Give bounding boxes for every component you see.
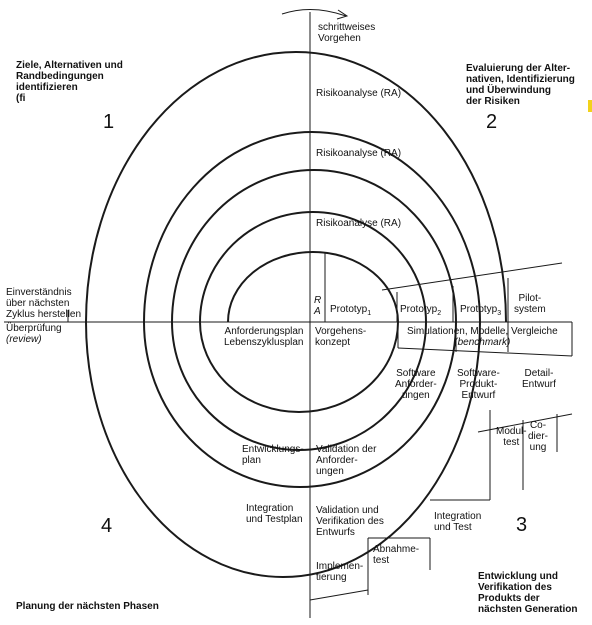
quadrant-4-number: 4: [101, 515, 113, 537]
simulations-label: Simulationen, Modelle, Vergleiche (benchmark): [407, 326, 558, 348]
risk-analysis-short: R A: [314, 295, 322, 317]
axis-top-label: schrittweises Vorgehen: [318, 22, 376, 44]
yellow-mark: [588, 100, 592, 112]
quadrant-4-title: Planung der nächsten Phasen: [16, 601, 159, 612]
risk-analysis-middle: Risikoanalyse (RA): [316, 148, 402, 159]
implementation: Implemen- tierung: [316, 561, 364, 583]
integration-and-test: Integration und Test: [434, 511, 482, 533]
quadrant-3-title: Entwicklung und Verifikation des Produkts der nächsten Generation: [478, 571, 578, 615]
detail-design: Detail- Entwurf: [522, 368, 556, 390]
integration-test-plan: Integration und Testplan: [246, 503, 303, 525]
acceptance-test: Abnahme- test: [373, 544, 420, 566]
software-requirements: Software Anforder- ungen: [395, 368, 437, 401]
module-test: Modul- test: [496, 426, 527, 448]
agreement-label: Einverständnis über nächsten Zyklus herstellen: [6, 287, 82, 320]
prototype-2: Prototyp$_2$: [400, 304, 442, 317]
quadrant-3-number: 3: [516, 514, 528, 536]
development-plan: Entwicklungs- plan: [242, 444, 304, 466]
quadrant-2-title: Evaluierung der Alter- nativen, Identifizierung und Überwindung der Risiken: [466, 63, 575, 107]
risk-analysis-outer: Risikoanalyse (RA): [316, 88, 402, 99]
spiral-turn-5: [86, 52, 506, 322]
design-validation: Validation und Verifikation des Entwurfs: [316, 505, 384, 538]
requirements-validation: Validation der Anforder- ungen: [316, 444, 377, 477]
quadrant-2-number: 2: [486, 111, 498, 133]
quadrant-1-number: 1: [103, 111, 115, 133]
risk-analysis-inner: Risikoanalyse (RA): [316, 218, 402, 229]
quadrant-1-title: Ziele, Alternativen und Randbedingungen identifizieren (fi: [16, 60, 123, 104]
software-product-design: Software- Produkt- Entwurf: [457, 368, 500, 401]
review-label: Überprüfung (review): [6, 323, 62, 345]
pilot-system: Pilot- system: [514, 293, 546, 315]
process-concept: Vorgehens- konzept: [315, 326, 367, 348]
prototype-1: Prototyp$_1$: [330, 304, 372, 317]
prototype-3: Prototyp$_3$: [460, 304, 502, 317]
coding: Co- dier- ung: [528, 420, 549, 453]
top-arrow: [282, 9, 346, 16]
requirements-plan: Anforderungsplan Lebenszyklusplan: [224, 326, 304, 348]
